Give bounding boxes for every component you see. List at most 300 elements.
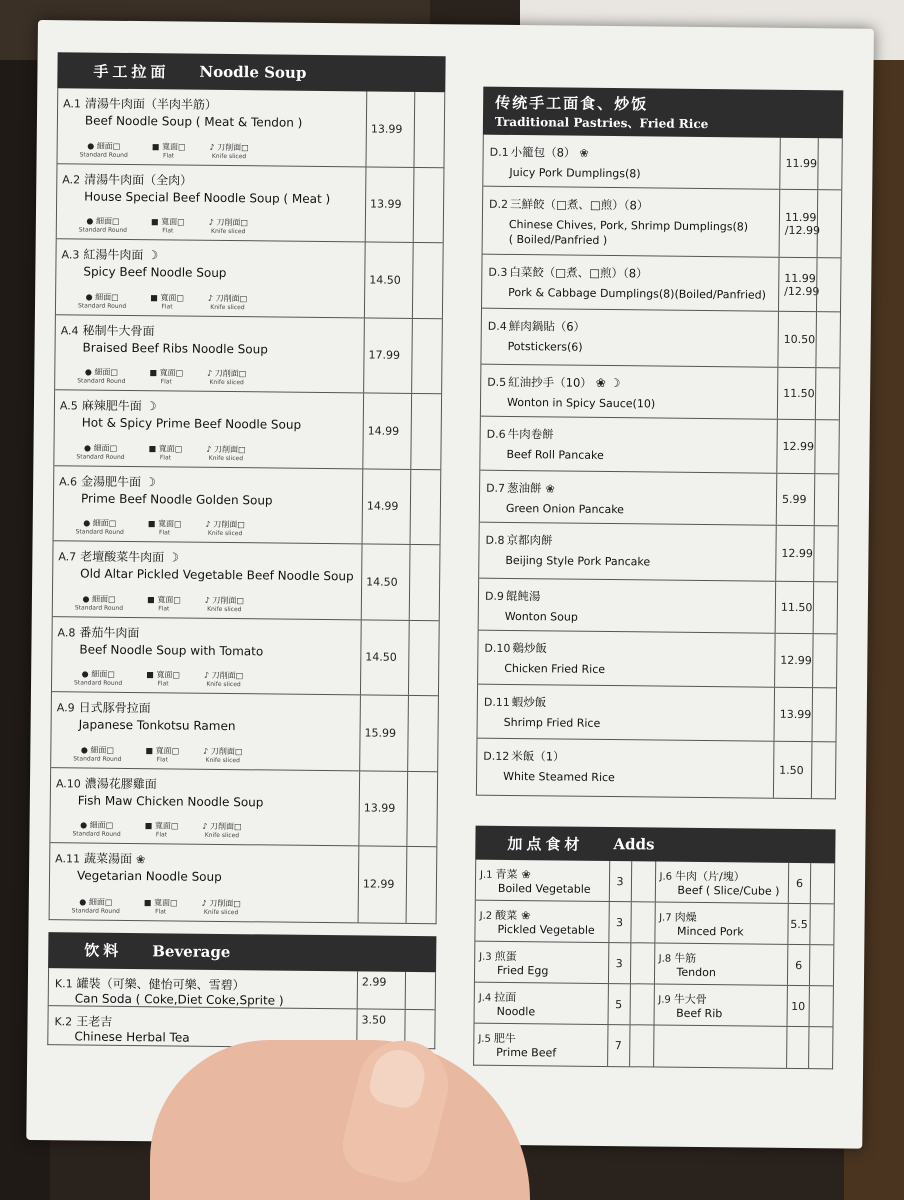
option-bullet-icon: ● bbox=[84, 443, 94, 453]
item-price: 2.99 bbox=[357, 971, 405, 1009]
blank-cell bbox=[630, 902, 654, 942]
pastry-item bbox=[480, 471, 777, 525]
option-label-en: Knife sliced bbox=[207, 529, 243, 538]
item-name-en: Boiled Vegetable bbox=[497, 881, 591, 896]
blank-cell bbox=[409, 545, 440, 620]
noodle-row bbox=[55, 315, 442, 395]
blank-cell bbox=[813, 582, 838, 633]
option-bullet-icon: ● bbox=[84, 367, 95, 377]
pastry-row bbox=[483, 135, 842, 191]
item-name-en: House Special Beef Noodle Soup ( Meat ) bbox=[84, 188, 331, 206]
item-code: D.8 bbox=[485, 533, 505, 547]
item-code: J.4 bbox=[478, 992, 492, 1004]
blank-cell bbox=[813, 526, 838, 581]
item-name-en: Beef Noodle Soup with Tomato bbox=[79, 641, 264, 658]
option-label-en: Knife sliced bbox=[207, 605, 242, 613]
item-price: 3 bbox=[607, 943, 629, 983]
item-name-zh: 清湯牛肉面（全肉） bbox=[84, 171, 193, 188]
blank-cell bbox=[410, 469, 441, 544]
item-price: 13.99 bbox=[773, 688, 812, 741]
option-label-en: Flat bbox=[162, 151, 175, 159]
adds-item bbox=[654, 1026, 787, 1068]
item-price: 6 bbox=[788, 863, 810, 903]
noodle-row bbox=[51, 692, 438, 772]
option-bullet-icon: ● bbox=[87, 141, 97, 151]
item-name-en: Prime Beef Noodle Golden Soup bbox=[80, 490, 273, 507]
adds-item bbox=[655, 903, 788, 944]
item-price: 5 bbox=[607, 984, 629, 1024]
item-name-zh: 蔬菜湯面 bbox=[83, 851, 133, 867]
noodle-row bbox=[52, 617, 439, 697]
option-label-zh: 細面□ bbox=[94, 367, 119, 377]
option-label-en: Standard Round bbox=[73, 754, 122, 763]
item-name-en: Beef Rib bbox=[676, 1006, 723, 1021]
item-code: A.7 bbox=[58, 550, 77, 564]
option-label-zh: 細面□ bbox=[95, 292, 119, 302]
beverage-item bbox=[49, 968, 357, 1008]
pastry-header-en: Traditional Pastries、Fried Rice bbox=[494, 114, 709, 132]
noodle-option bbox=[77, 366, 125, 385]
noodle-options bbox=[74, 668, 243, 688]
noodle-option bbox=[208, 292, 247, 310]
blank-cell bbox=[410, 394, 441, 469]
adds-row bbox=[475, 901, 654, 944]
pastry-row bbox=[483, 187, 842, 259]
noodle-option bbox=[75, 593, 123, 612]
blank-cell bbox=[809, 904, 833, 944]
item-price: 14.50 bbox=[361, 544, 410, 619]
noodle-option bbox=[201, 897, 240, 915]
blank-cell bbox=[817, 190, 842, 257]
option-bullet-icon: ♪ bbox=[207, 293, 216, 303]
noodle-item bbox=[54, 390, 363, 468]
item-name-zh: 煎蛋 bbox=[494, 949, 517, 964]
blank-cell bbox=[815, 312, 840, 367]
option-bullet-icon: ● bbox=[85, 292, 96, 302]
chili-pepper-icon: ☽ bbox=[147, 248, 159, 263]
noodle-row bbox=[53, 541, 440, 621]
menu-sheet bbox=[26, 20, 874, 1149]
adds-left-column bbox=[474, 860, 655, 1067]
item-name-en: Fried Egg bbox=[497, 963, 549, 978]
adds-item bbox=[655, 862, 788, 903]
noodle-option bbox=[147, 594, 181, 612]
option-label-en: Standard Round bbox=[75, 528, 124, 536]
item-name-en: Green Onion Pancake bbox=[505, 501, 625, 517]
item-name-zh: 肥牛 bbox=[493, 1031, 516, 1046]
noodle-option bbox=[78, 291, 126, 310]
pastry-item bbox=[478, 685, 775, 741]
noodle-options bbox=[77, 366, 246, 386]
chili-pepper-icon: ❀ ☽ bbox=[595, 375, 621, 391]
option-label-en: Flat bbox=[161, 302, 173, 310]
item-name-en: Wonton in Spicy Sauce(10) bbox=[506, 395, 656, 411]
pastry-row bbox=[477, 685, 836, 743]
noodle-option bbox=[205, 594, 244, 612]
item-price: 3 bbox=[608, 902, 630, 942]
option-bullet-icon: ♪ bbox=[204, 595, 213, 605]
item-name-en: Old Altar Pickled Vegetable Beef Noodle Soup bbox=[80, 566, 354, 584]
beverage-section-header bbox=[48, 932, 436, 972]
option-label-en: Knife sliced bbox=[204, 831, 240, 840]
item-code: D.12 bbox=[483, 749, 510, 763]
item-name-zh: 白菜餃（□煮、□煎）（8） bbox=[509, 264, 648, 281]
item-code: D.11 bbox=[483, 695, 510, 709]
item-code: J.6 bbox=[659, 871, 673, 883]
item-name-en: Beef Noodle Soup ( Meat & Tendon ) bbox=[84, 113, 303, 130]
option-label-en: Flat bbox=[158, 604, 170, 612]
right-column bbox=[473, 87, 843, 1070]
option-label-zh: 刀削面□ bbox=[210, 821, 242, 832]
item-price: 10 bbox=[787, 986, 809, 1026]
pastry-item bbox=[478, 631, 775, 687]
pastry-section-header bbox=[483, 87, 843, 139]
item-code: D.2 bbox=[489, 197, 509, 211]
item-name-en: Wonton Soup bbox=[504, 609, 578, 624]
item-price: 15.99 bbox=[359, 695, 408, 770]
noodle-options bbox=[79, 215, 248, 235]
item-code: J.8 bbox=[658, 953, 672, 965]
noodle-item bbox=[51, 692, 360, 770]
option-label-en: Knife sliced bbox=[211, 227, 246, 236]
item-name-en: Vegetarian Noodle Soup bbox=[76, 868, 222, 884]
blank-cell bbox=[629, 1025, 653, 1066]
option-label-zh: 寬面□ bbox=[161, 217, 185, 227]
item-name-en: Juicy Pork Dumplings(8) bbox=[509, 165, 641, 181]
item-price: 14.50 bbox=[364, 242, 413, 317]
blank-cell bbox=[808, 1027, 832, 1068]
noodle-item bbox=[52, 617, 361, 695]
item-name-zh: 京都肉餅 bbox=[506, 532, 553, 548]
option-label-zh: 寬面□ bbox=[157, 519, 182, 529]
noodle-option bbox=[149, 443, 183, 461]
option-label-en: Knife sliced bbox=[208, 454, 244, 462]
item-name-zh: 鮮肉鍋貼（6） bbox=[508, 318, 586, 334]
item-name-zh: 葱油餅 bbox=[507, 480, 542, 496]
option-label-en: Flat bbox=[157, 680, 169, 688]
noodle-option bbox=[149, 367, 183, 385]
vegetable-icon: ❀ bbox=[521, 909, 531, 923]
blank-cell bbox=[629, 984, 653, 1024]
item-price: 5.5 bbox=[787, 904, 809, 944]
option-label-zh: 細面□ bbox=[89, 820, 114, 830]
adds-header-en: Adds bbox=[613, 835, 655, 854]
pastry-header-zh: 传统手工面食、炒饭 bbox=[495, 93, 649, 114]
pastry-row bbox=[481, 365, 840, 421]
item-price: 1.50 bbox=[773, 742, 812, 798]
adds-item bbox=[475, 983, 608, 1024]
noodle-item bbox=[53, 541, 362, 619]
item-name-zh: 日式豚骨拉面 bbox=[78, 700, 151, 716]
option-label-en: Knife sliced bbox=[209, 378, 244, 387]
option-bullet-icon: ● bbox=[82, 593, 93, 604]
noodle-option bbox=[209, 141, 248, 159]
item-name-en: Spicy Beef Noodle Soup bbox=[83, 264, 227, 280]
item-name-en: Hot & Spicy Prime Beef Noodle Soup bbox=[81, 415, 302, 432]
noodle-item bbox=[56, 239, 365, 317]
pastry-row bbox=[479, 523, 838, 583]
blank-cell bbox=[815, 368, 840, 419]
option-label-zh: 刀削面□ bbox=[212, 595, 245, 605]
adds-row bbox=[475, 983, 654, 1026]
option-bullet-icon: ♪ bbox=[208, 217, 217, 227]
option-bullet-icon: ♪ bbox=[203, 670, 212, 680]
item-name-en: Tendon bbox=[676, 965, 716, 980]
option-bullet-icon: ■ bbox=[146, 670, 157, 680]
item-name-zh: 酸菜 bbox=[495, 908, 518, 923]
item-code: D.3 bbox=[488, 265, 508, 279]
blank-cell bbox=[814, 420, 839, 473]
option-label-zh: 刀削面□ bbox=[214, 368, 247, 379]
item-name-en: Chinese Herbal Tea bbox=[74, 1028, 190, 1045]
noodle-row bbox=[57, 164, 444, 244]
item-code: D.10 bbox=[484, 641, 511, 655]
noodle-options bbox=[75, 593, 244, 613]
item-name-zh: 番茄牛肉面 bbox=[79, 624, 140, 640]
option-bullet-icon: ■ bbox=[151, 217, 162, 227]
option-label-zh: 刀削面□ bbox=[209, 898, 241, 908]
item-code: A.5 bbox=[59, 399, 78, 413]
noodle-options bbox=[80, 140, 249, 160]
blank-cell bbox=[816, 258, 841, 311]
item-name-zh: 拉面 bbox=[494, 990, 517, 1005]
option-label-en: Flat bbox=[159, 529, 171, 537]
option-bullet-icon: ● bbox=[86, 216, 97, 226]
item-price: 12.99 bbox=[774, 634, 813, 687]
option-label-en: Standard Round bbox=[74, 603, 124, 612]
option-bullet-icon: ■ bbox=[149, 368, 160, 378]
pastry-row bbox=[482, 255, 841, 313]
option-bullet-icon: ■ bbox=[147, 594, 158, 604]
noodle-option bbox=[204, 670, 243, 688]
blank-cell bbox=[405, 971, 435, 1008]
blank-cell bbox=[811, 742, 836, 798]
option-label-zh: 寬面□ bbox=[160, 292, 185, 303]
chili-pepper-icon: ☽ bbox=[168, 550, 180, 565]
option-bullet-icon: ■ bbox=[145, 745, 156, 755]
item-code: A.6 bbox=[59, 474, 78, 488]
item-name-zh: 鷄炒飯 bbox=[512, 641, 547, 656]
item-name-zh: 肉燥 bbox=[674, 910, 697, 924]
pastry-row bbox=[480, 471, 839, 527]
adds-section-header bbox=[475, 826, 835, 864]
item-code: J.7 bbox=[659, 912, 672, 924]
adds-right-column bbox=[653, 862, 835, 1069]
pastry-item bbox=[483, 187, 780, 257]
noodle-row bbox=[50, 768, 437, 848]
blank-cell bbox=[630, 861, 654, 901]
chili-pepper-icon: ☽ bbox=[144, 474, 156, 489]
noodle-option bbox=[145, 745, 179, 763]
blank-cell bbox=[412, 243, 443, 318]
item-name-zh: 罐裝（可樂、健怡可樂、雪碧） bbox=[76, 975, 245, 992]
item-name-en: Beijing Style Pork Pancake bbox=[505, 553, 651, 569]
noodle-option bbox=[72, 896, 120, 915]
option-label-en: Standard Round bbox=[78, 226, 128, 234]
item-price: 14.99 bbox=[362, 393, 411, 468]
item-name-en: Beef Roll Pancake bbox=[506, 447, 604, 462]
noodle-option bbox=[146, 669, 180, 687]
pastry-row bbox=[481, 309, 840, 369]
option-label-zh: 寬面□ bbox=[155, 745, 180, 756]
pastry-item bbox=[480, 417, 777, 473]
option-label-zh: 細面□ bbox=[92, 518, 117, 528]
noodle-option bbox=[73, 744, 121, 763]
item-code: K.1 bbox=[54, 976, 73, 990]
item-name-zh: 牛筋 bbox=[674, 951, 697, 965]
pastry-item bbox=[477, 739, 774, 798]
item-price: 17.99 bbox=[363, 318, 412, 393]
item-price: 13.99 bbox=[365, 167, 414, 242]
noodle-option bbox=[152, 141, 186, 159]
left-column bbox=[47, 52, 445, 1049]
option-label-zh: 寬面□ bbox=[154, 897, 178, 908]
item-name-en: Prime Beef bbox=[496, 1045, 557, 1060]
blank-cell bbox=[811, 688, 836, 741]
noodle-option bbox=[207, 368, 246, 386]
blank-cell bbox=[810, 863, 834, 903]
option-label-en: Flat bbox=[156, 755, 168, 763]
blank-cell bbox=[814, 474, 839, 525]
noodle-header-zh: 手工拉面 bbox=[93, 62, 170, 81]
pastry-item bbox=[482, 255, 779, 311]
item-name-en: Pork & Cabbage Dumplings(8)(Boiled/Panfried) bbox=[508, 285, 767, 302]
noodle-option bbox=[145, 820, 179, 838]
noodle-options bbox=[72, 819, 241, 839]
item-name-zh: 三鮮餃（□煮、□煎）（8） bbox=[509, 196, 649, 213]
item-name-zh: 紅湯牛肉面 bbox=[83, 247, 144, 263]
option-label-zh: 刀削面□ bbox=[213, 519, 245, 530]
item-code: A.10 bbox=[55, 776, 81, 790]
adds-item bbox=[654, 985, 787, 1026]
noodle-option bbox=[206, 443, 245, 461]
pastry-table bbox=[476, 135, 843, 800]
noodle-options bbox=[73, 744, 242, 764]
item-name-en: Potstickers(6) bbox=[507, 339, 583, 354]
item-price: 3.50 bbox=[356, 1009, 404, 1048]
option-label-en: Flat bbox=[159, 453, 172, 461]
option-label-zh: 細面□ bbox=[95, 216, 120, 226]
item-name-en: Noodle bbox=[496, 1004, 536, 1019]
option-label-zh: 刀削面□ bbox=[211, 670, 244, 681]
noodle-item bbox=[50, 768, 359, 846]
item-name-en: Beef ( Slice/Cube ) bbox=[677, 883, 780, 898]
option-bullet-icon: ♪ bbox=[209, 142, 218, 152]
item-name-zh: 清湯牛肉面（半肉半筋） bbox=[84, 96, 218, 112]
item-name-en: Can Soda ( Coke,Diet Coke,Sprite ) bbox=[74, 990, 284, 1008]
option-label-zh: 細面□ bbox=[90, 745, 115, 755]
item-name-en-line2: ( Boiled/Panfried ) bbox=[508, 232, 608, 247]
item-code: D.7 bbox=[486, 481, 506, 495]
item-name-zh: 牛大骨 bbox=[673, 992, 707, 1007]
option-label-zh: 寬面□ bbox=[158, 443, 183, 454]
item-price: 14.99 bbox=[362, 469, 411, 544]
option-label-en: Standard Round bbox=[79, 150, 128, 159]
blank-cell bbox=[407, 696, 438, 771]
blank-cell bbox=[812, 634, 837, 687]
option-bullet-icon: ■ bbox=[150, 292, 161, 302]
item-price: 10.50 bbox=[777, 312, 816, 367]
vegetable-icon: ❀ bbox=[135, 853, 146, 867]
item-price: 13.99 bbox=[358, 771, 407, 846]
item-name-en: Chicken Fried Rice bbox=[504, 661, 606, 676]
pastry-row bbox=[477, 739, 836, 799]
option-bullet-icon: ■ bbox=[144, 821, 155, 831]
blank-cell bbox=[411, 318, 442, 393]
noodle-option bbox=[148, 518, 182, 536]
option-label-en: Standard Round bbox=[74, 679, 123, 687]
noodle-option bbox=[80, 140, 128, 159]
noodle-section-header bbox=[57, 52, 445, 92]
option-label-zh: 細面□ bbox=[91, 669, 115, 679]
item-name-en: Chinese Chives, Pork, Shrimp Dumplings(8) bbox=[508, 217, 749, 234]
option-label-en: Knife sliced bbox=[203, 908, 239, 916]
beverage-row bbox=[49, 968, 435, 1010]
option-label-zh: 寬面□ bbox=[157, 594, 181, 605]
blank-cell bbox=[408, 620, 439, 695]
item-name-en: Pickled Vegetable bbox=[497, 922, 595, 937]
option-label-zh: 細面□ bbox=[96, 141, 121, 151]
blank-cell bbox=[809, 945, 833, 985]
item-price: 13.99 bbox=[365, 91, 414, 166]
item-code: J.5 bbox=[478, 1033, 491, 1045]
adds-table bbox=[473, 860, 835, 1070]
option-bullet-icon: ♪ bbox=[202, 821, 211, 831]
option-label-en: Knife sliced bbox=[206, 680, 241, 689]
item-name-zh: 米飯（1） bbox=[511, 748, 565, 764]
chili-pepper-icon: ☽ bbox=[145, 399, 157, 414]
item-name-en: White Steamed Rice bbox=[503, 769, 615, 785]
option-label-en: Standard Round bbox=[76, 452, 125, 461]
item-code: D.9 bbox=[484, 589, 505, 603]
vegetable-icon: ❀ bbox=[521, 868, 531, 882]
option-label-zh: 刀削面□ bbox=[210, 746, 243, 756]
option-label-zh: 寬面□ bbox=[156, 670, 181, 680]
item-code: A.2 bbox=[62, 172, 81, 186]
item-name-zh: 蝦炒飯 bbox=[511, 694, 547, 710]
option-bullet-icon: ♪ bbox=[201, 898, 210, 908]
noodle-options bbox=[76, 517, 245, 537]
option-label-en: Knife sliced bbox=[210, 303, 245, 311]
item-price: 6 bbox=[787, 945, 809, 985]
item-name-zh: 牛肉（片/塊） bbox=[675, 869, 745, 884]
option-bullet-icon: ♪ bbox=[203, 746, 211, 756]
noodle-option bbox=[203, 745, 242, 763]
option-label-en: Knife sliced bbox=[211, 152, 247, 160]
noodle-item bbox=[57, 164, 366, 242]
item-code: D.6 bbox=[486, 427, 506, 441]
noodle-option bbox=[79, 215, 127, 234]
option-label-en: Standard Round bbox=[77, 377, 126, 385]
adds-row bbox=[654, 944, 833, 987]
item-name-en: Japanese Tonkotsu Ramen bbox=[78, 717, 236, 734]
option-bullet-icon: ■ bbox=[148, 443, 159, 453]
blank-cell bbox=[629, 943, 653, 983]
item-price: 7 bbox=[607, 1025, 629, 1066]
option-label-zh: 刀削面□ bbox=[215, 293, 248, 303]
pastry-row bbox=[478, 631, 837, 689]
blank-cell bbox=[809, 986, 833, 1026]
adds-item bbox=[476, 860, 609, 901]
item-code: J.1 bbox=[480, 869, 493, 881]
pastry-item bbox=[481, 365, 778, 419]
option-label-en: Knife sliced bbox=[205, 756, 240, 764]
noodle-option bbox=[76, 517, 124, 536]
vegetable-icon: ❀ bbox=[545, 482, 555, 496]
option-bullet-icon: ♪ bbox=[205, 519, 214, 529]
item-name-zh: 金湯肥牛面 bbox=[80, 473, 142, 489]
option-label-en: Flat bbox=[155, 831, 168, 839]
